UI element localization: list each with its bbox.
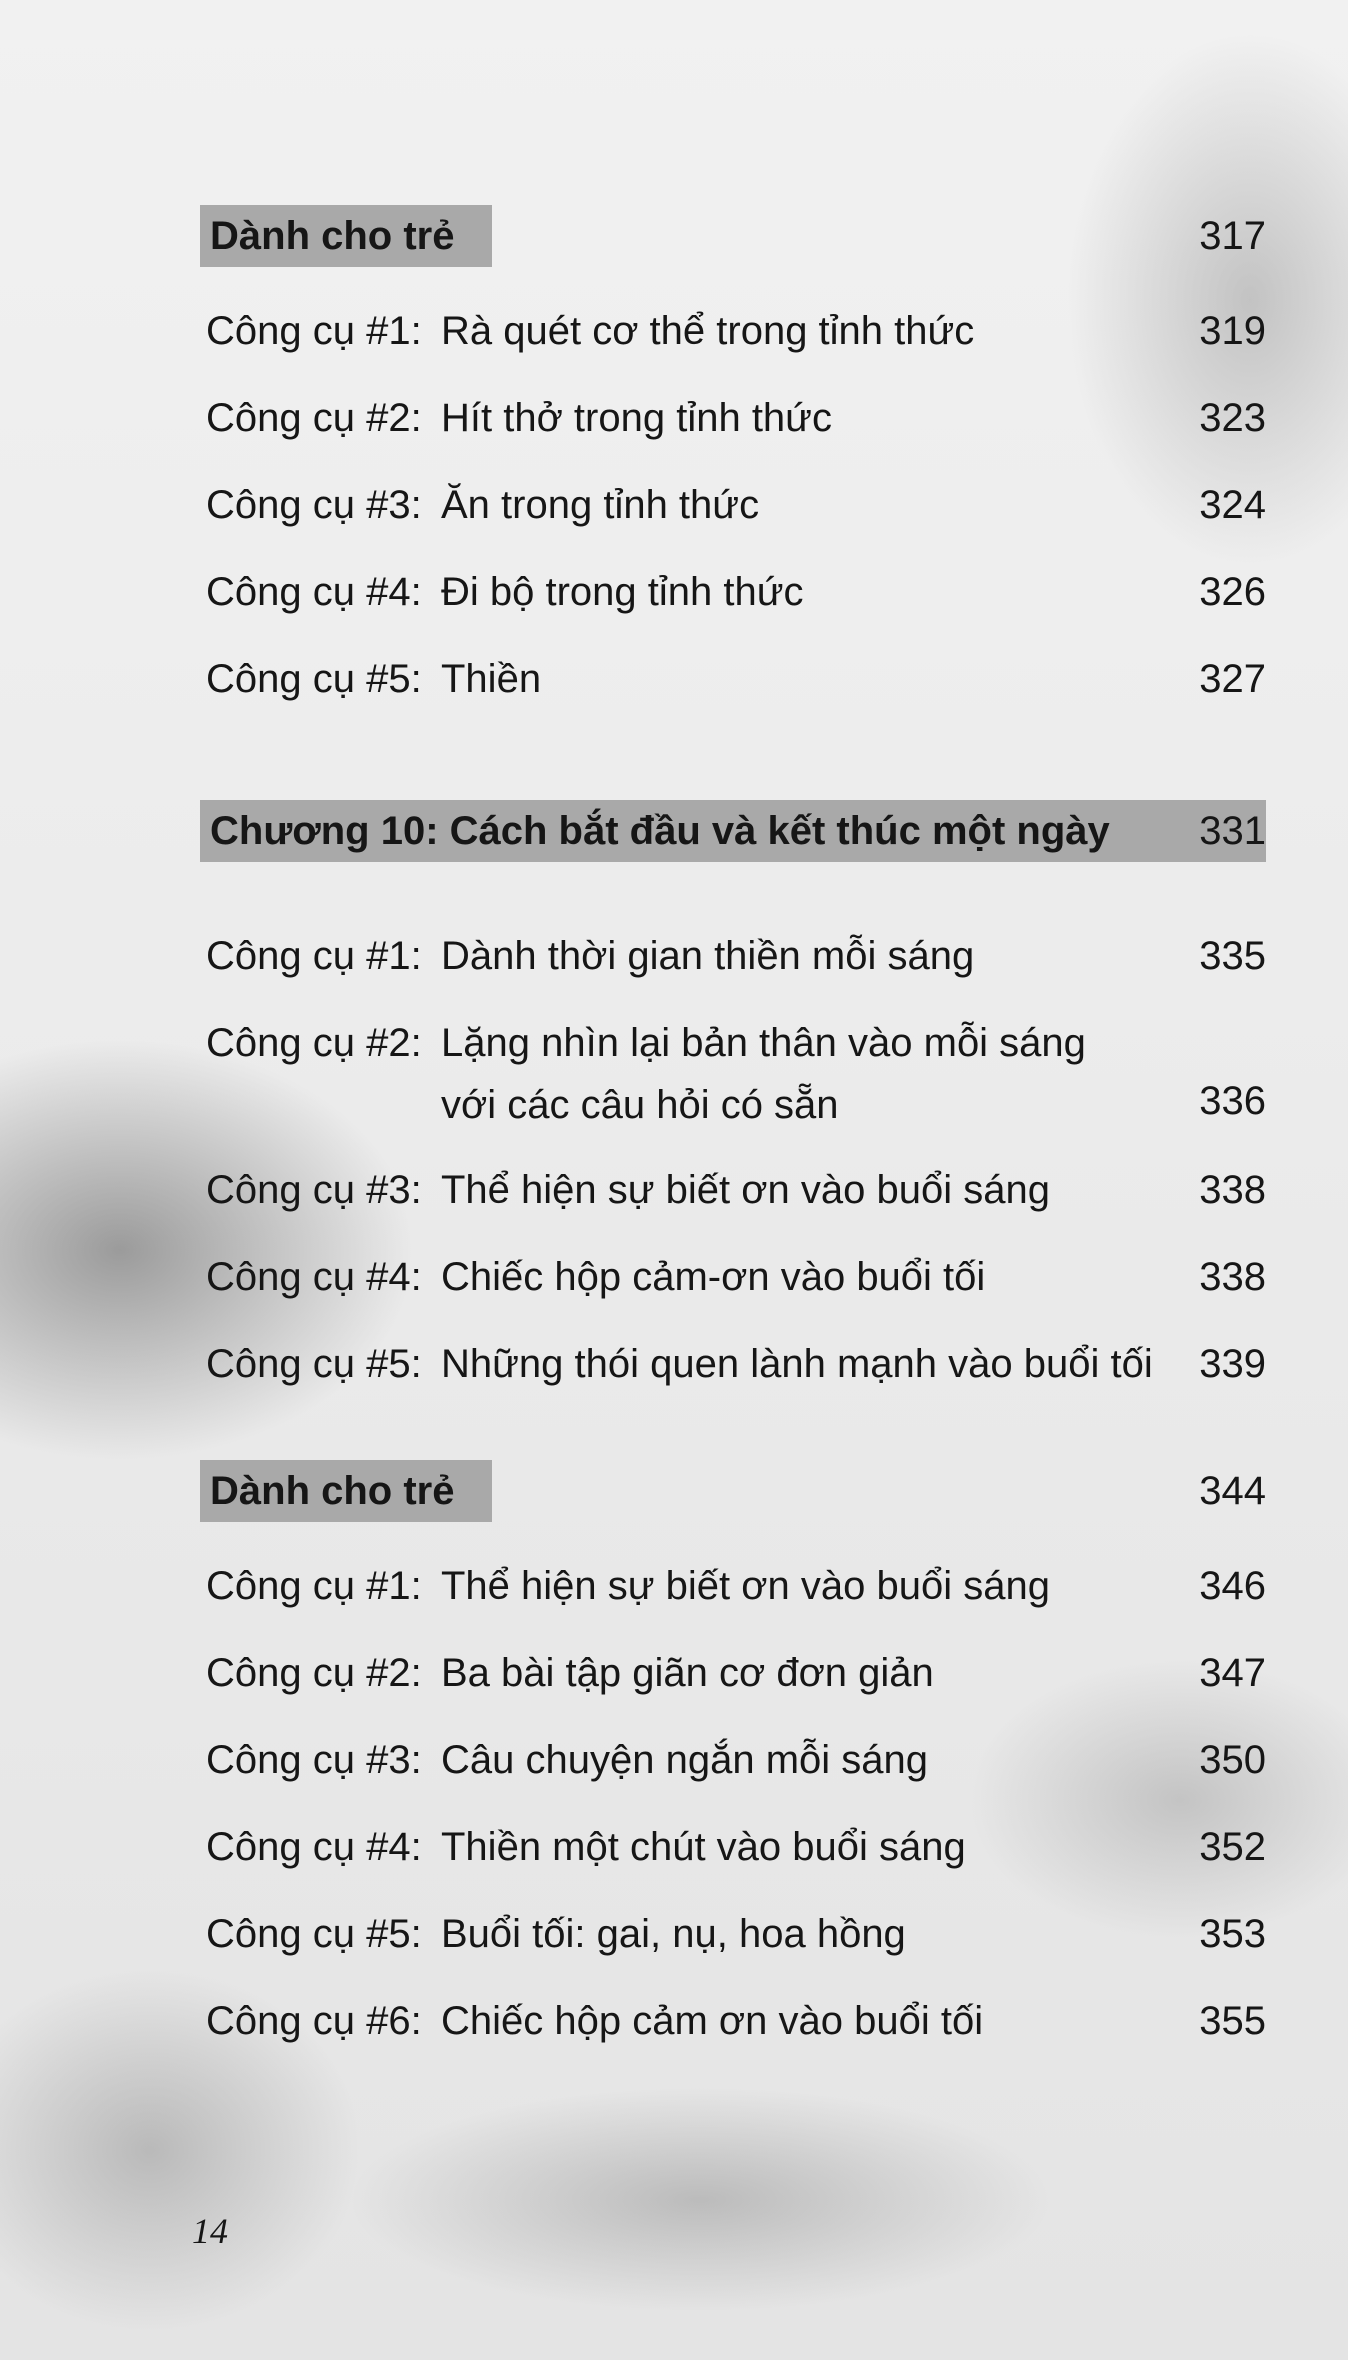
- tool-label: Công cụ #1:: [206, 1564, 422, 1608]
- tool-title: Thể hiện sự biết ơn vào buổi sáng: [441, 1168, 1050, 1212]
- section-page-number: 317: [1199, 214, 1266, 258]
- section-title: Chương 10: Cách bắt đầu và kết thúc một ngày: [210, 808, 1110, 853]
- section-heading: [200, 800, 1110, 862]
- section-heading: [200, 1460, 454, 1522]
- toc-entry: [206, 1019, 1266, 1129]
- tool-title: Chiếc hộp cảm-ơn vào buổi tối: [441, 1255, 986, 1299]
- tool-title: Thiền: [441, 657, 542, 701]
- tool-title: Thể hiện sự biết ơn vào buổi sáng: [441, 1564, 1050, 1608]
- tool-label: Công cụ #3:: [206, 1738, 422, 1782]
- tool-title: Rà quét cơ thể trong tỉnh thức: [441, 309, 975, 353]
- tool-label: Công cụ #4:: [206, 570, 422, 614]
- tool-label: Công cụ #5:: [206, 1342, 422, 1386]
- tool-title: Đi bộ trong tỉnh thức: [441, 570, 804, 614]
- tool-label: Công cụ #2:: [206, 1651, 422, 1695]
- tool-title: Chiếc hộp cảm ơn vào buổi tối: [441, 1999, 984, 2043]
- section-title: Dành cho trẻ: [210, 213, 455, 258]
- tool-title: Ăn trong tỉnh thức: [441, 483, 760, 527]
- tool-title: Ba bài tập giãn cơ đơn giản: [441, 1651, 934, 1695]
- page-number: 355: [1199, 1999, 1266, 2043]
- page-number: 324: [1199, 483, 1266, 527]
- tool-title: Buổi tối: gai, nụ, hoa hồng: [441, 1912, 906, 1956]
- section-page-number: 344: [1199, 1469, 1266, 1513]
- tool-label: Công cụ #4:: [206, 1255, 422, 1299]
- tool-title: Hít thở trong tỉnh thức: [441, 396, 832, 440]
- tool-label: Công cụ #5:: [206, 657, 422, 701]
- page-number: 336: [1199, 1079, 1266, 1123]
- tool-title: Câu chuyện ngắn mỗi sáng: [441, 1738, 928, 1782]
- section-heading: [200, 205, 454, 267]
- page-number: 352: [1199, 1825, 1266, 1869]
- tool-label: Công cụ #2:: [206, 1021, 422, 1065]
- page-number: 326: [1199, 570, 1266, 614]
- page-number: 338: [1199, 1168, 1266, 1212]
- page-number: 353: [1199, 1912, 1266, 1956]
- tool-title: Thiền một chút vào buổi sáng: [441, 1825, 966, 1869]
- tool-label: Công cụ #4:: [206, 1825, 422, 1869]
- tool-label: Công cụ #6:: [206, 1999, 422, 2043]
- page-number: 350: [1199, 1738, 1266, 1782]
- tool-label: Công cụ #3:: [206, 1168, 422, 1212]
- page-number: 338: [1199, 1255, 1266, 1299]
- tool-label: Công cụ #1:: [206, 934, 422, 978]
- section-page-number: 331: [1199, 809, 1266, 853]
- tool-title: Những thói quen lành mạnh vào buổi tối: [441, 1342, 1153, 1386]
- tool-label: Công cụ #5:: [206, 1912, 422, 1956]
- page-number: 327: [1199, 657, 1266, 701]
- page-number: 339: [1199, 1342, 1266, 1386]
- tool-label: Công cụ #1:: [206, 309, 422, 353]
- page-number: 323: [1199, 396, 1266, 440]
- page-number: 347: [1199, 1651, 1266, 1695]
- page-number-footer: 14: [192, 2211, 228, 2251]
- tool-title-continued: với các câu hỏi có sẵn: [441, 1083, 839, 1127]
- page-number: 346: [1199, 1564, 1266, 1608]
- page-number: 335: [1199, 934, 1266, 978]
- tool-label: Công cụ #3:: [206, 483, 422, 527]
- tool-title: Dành thời gian thiền mỗi sáng: [441, 934, 975, 978]
- tool-label: Công cụ #2:: [206, 396, 422, 440]
- page-number: 319: [1199, 309, 1266, 353]
- tool-title: Lặng nhìn lại bản thân vào mỗi sáng: [441, 1021, 1086, 1065]
- section-title: Dành cho trẻ: [210, 1468, 455, 1513]
